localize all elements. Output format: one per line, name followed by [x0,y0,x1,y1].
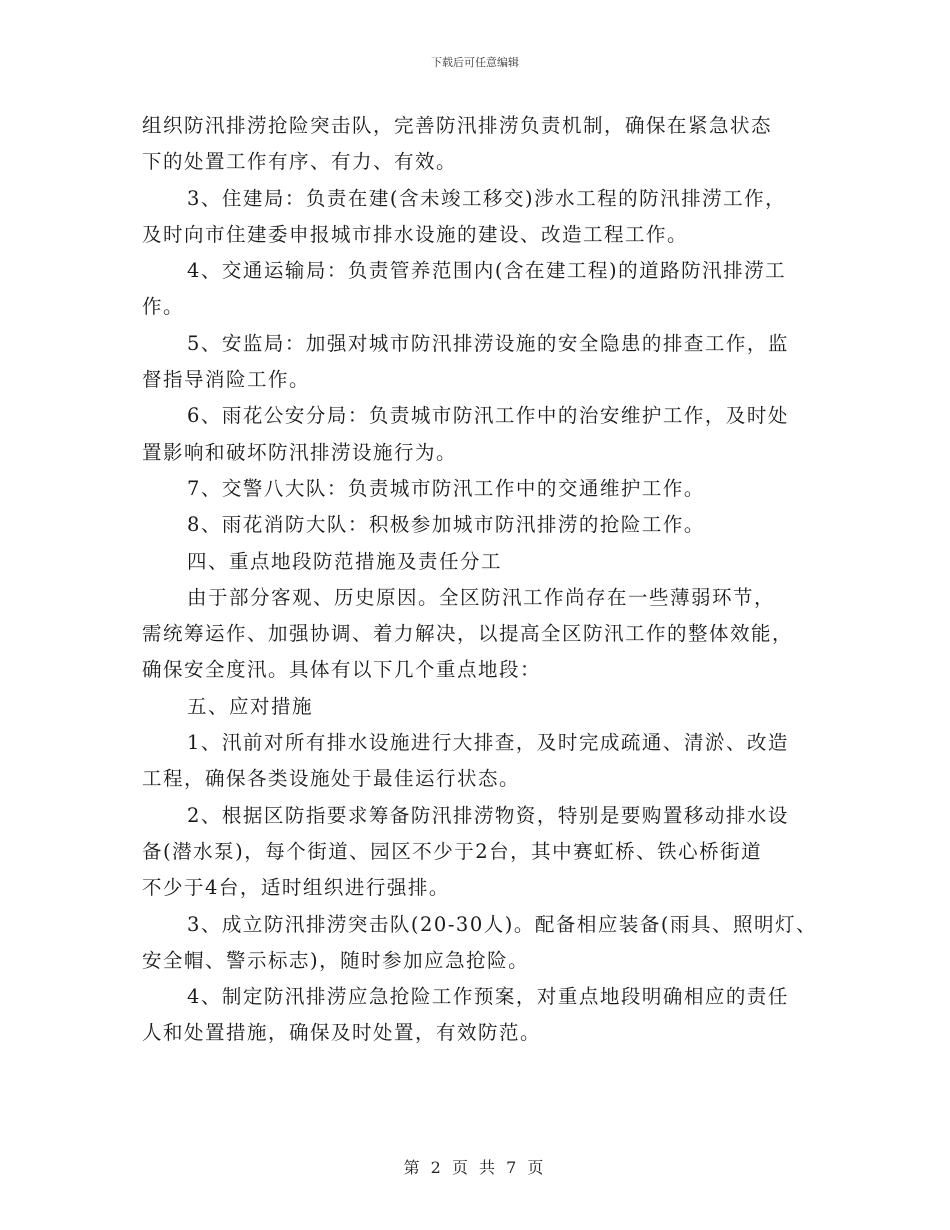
text-line: 工程，确保各类设施处于最佳运行状态。 [142,767,521,791]
text-line: 需统筹运作、加强协调、着力解决，以提高全区防汛工作的整体效能， [142,622,794,646]
text-line: 4、交通运输局：负责管养范围内(含在建工程)的道路防汛排涝工 [187,259,787,283]
text-line: 及时向市住建委申报城市排水设施的建设、改造工程工作。 [142,222,689,246]
text-line: 督指导消险工作。 [142,368,311,392]
text-line: 不少于4台，适时组织进行强排。 [142,876,450,900]
text-line: 作。 [142,295,185,319]
text-line: 组织防汛排涝抢险突击队，完善防汛排涝负责机制，确保在紧急状态 [142,114,773,137]
page-footer: 第 2 页 共 7 页 [403,1158,547,1177]
text-line: 8、雨花消防大队：积极参加城市防汛排涝的抢险工作。 [187,513,705,537]
document-body [142,108,822,1052]
text-line: 4、制定防汛排涝应急抢险工作预案，对重点地段明确相应的责任 [187,985,789,1009]
text-line: 下的处置工作有序、有力、有效。 [142,150,458,174]
text-line: 确保安全度汛。具体有以下几个重点地段： [142,658,542,682]
text-line: 安全帽、警示标志)，随时参加应急抢险。 [142,948,530,972]
text-line: 7、交警八大队：负责城市防汛工作中的交通维护工作。 [187,476,705,500]
text-line: 3、成立防汛排涝突击队(20-30人)。配备相应装备(雨具、照明灯、 [187,912,817,936]
text-line: 四、重点地段防范措施及责任分工 [187,549,503,573]
text-line: 6、雨花公安分局：负责城市防汛工作中的治安维护工作，及时处 [187,404,789,428]
text-line: 1、汛前对所有排水设施进行大排查，及时完成疏通、清淤、改造 [187,731,789,755]
text-line: 由于部分客观、历史原因。全区防汛工作尚存在一些薄弱环节， [187,585,776,609]
text-line: 置影响和破坏防汛排涝设施行为。 [142,440,458,464]
text-line: 2、根据区防指要求筹备防汛排涝物资，特别是要购置移动排水设 [187,803,789,827]
page-header: 下载后可任意编辑 [431,56,519,69]
text-line: 人和处置措施，确保及时处置，有效防范。 [142,1021,542,1045]
text-line: 五、应对措施 [187,694,314,718]
text-line: 5、安监局：加强对城市防汛排涝设施的安全隐患的排查工作，监 [187,331,789,355]
text-line: 备(潜水泵)，每个街道、园区不少于2台，其中赛虹桥、铁心桥街道 [142,839,763,863]
text-line: 3、住建局：负责在建(含未竣工移交)涉水工程的防汛排涝工作， [187,186,787,210]
